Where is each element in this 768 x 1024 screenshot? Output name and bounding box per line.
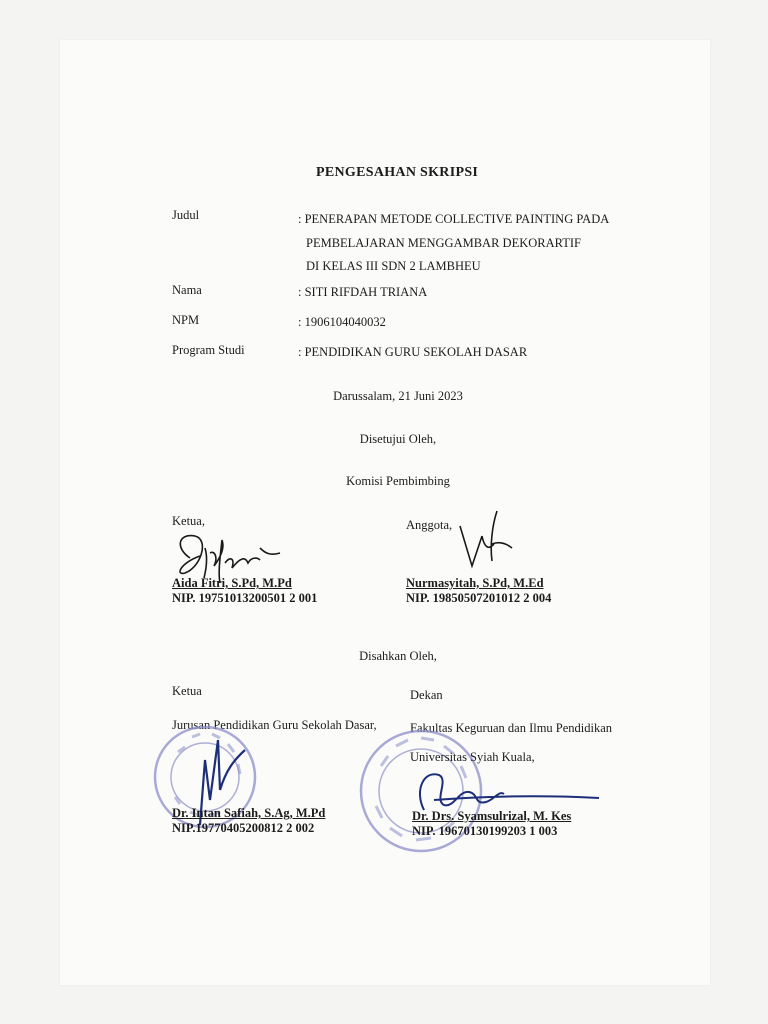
npm-value: : 1906104040032 bbox=[298, 315, 386, 329]
ketua-name: Aida Fitri, S.Pd, M.Pd bbox=[172, 576, 292, 590]
committee-label: Komisi Pembimbing bbox=[346, 474, 450, 488]
prodi-value: : PENDIDIKAN GURU SEKOLAH DASAR bbox=[298, 345, 528, 359]
dekan-faculty: Fakultas Keguruan dan Ilmu Pendidikan bbox=[410, 721, 613, 735]
anggota-signature bbox=[452, 506, 522, 576]
ketua-label: Ketua, bbox=[172, 514, 205, 528]
ketua-nip: NIP. 19751013200501 2 001 bbox=[172, 591, 318, 605]
ketua2-department: Jurusan Pendidikan Guru Sekolah Dasar, bbox=[172, 718, 377, 732]
dekan-university: Universitas Syiah Kuala, bbox=[410, 750, 535, 764]
place-date: Darussalam, 21 Juni 2023 bbox=[333, 389, 463, 403]
dekan-name: Dr. Drs. Syamsulrizal, M. Kes bbox=[412, 809, 572, 823]
dekan-nip: NIP. 19670130199203 1 003 bbox=[412, 824, 558, 838]
anggota-name: Nurmasyitah, S.Pd, M.Ed bbox=[406, 576, 544, 590]
anggota-nip: NIP. 19850507201012 2 004 bbox=[406, 591, 552, 605]
ketua2-label: Ketua bbox=[172, 684, 202, 698]
ratified-by: Disahkan Oleh, bbox=[359, 649, 437, 663]
nama-label: Nama bbox=[172, 283, 202, 297]
ketua2-name: Dr. Intan Safiah, S.Ag, M.Pd bbox=[172, 806, 326, 820]
judul-line-3: DI KELAS III SDN 2 LAMBHEU bbox=[306, 259, 481, 273]
anggota-label: Anggota, bbox=[406, 518, 453, 532]
nama-value: : SITI RIFDAH TRIANA bbox=[298, 285, 428, 299]
approved-by: Disetujui Oleh, bbox=[359, 432, 437, 446]
judul-label: Judul bbox=[172, 208, 200, 222]
page-title: PENGESAHAN SKRIPSI bbox=[316, 165, 479, 180]
judul-line-1: : PENERAPAN METODE COLLECTIVE PAINTING PADA bbox=[298, 212, 610, 226]
judul-line-2: PEMBELAJARAN MENGGAMBAR DEKORARTIF bbox=[306, 236, 581, 250]
ketua2-nip: NIP.19770405200812 2 002 bbox=[172, 821, 315, 835]
npm-label: NPM bbox=[172, 313, 200, 327]
prodi-label: Program Studi bbox=[172, 343, 245, 357]
dekan-label: Dekan bbox=[410, 688, 443, 702]
